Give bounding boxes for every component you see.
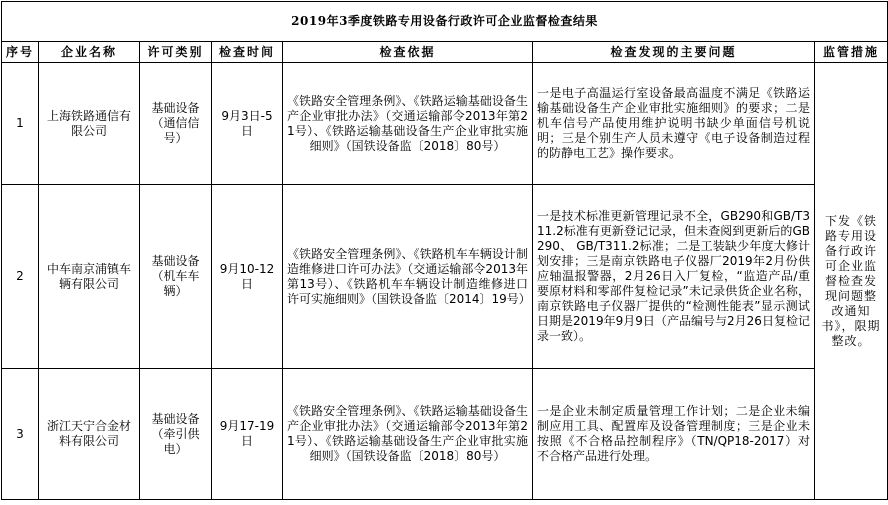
header-company: 企业名称 [39,42,140,63]
cell-date: 9月10-12日 [212,185,283,369]
cell-basis: 《铁路安全管理条例》、《铁路运输基础设备生产企业审批办法》（交通运输部令2013年第21号）、《铁路运输基础设备生产企业审批实施细则》（国铁设备监〔2018〕80号） [283,63,533,185]
cell-basis: 《铁路安全管理条例》、《铁路机车车辆设计制造维修进口许可办法》（交通运输部令2013年第13号）、《铁路机车车辆设计制造维修进口许可实施细则》（国铁设备监〔2014〕19号） [283,185,533,369]
cell-measures: 下发《铁路专用设备行政许可企业监督检查发现问题整改通知书》，限期整改。 [815,63,888,500]
page-title: 2019年3季度铁路专用设备行政许可企业监督检查结果 [2,2,888,42]
cell-company: 中车南京浦镇车辆有限公司 [39,185,140,369]
header-index: 序号 [2,42,39,63]
cell-company: 上海铁路通信有限公司 [39,63,140,185]
cell-index: 1 [2,63,39,185]
cell-date: 9月17-19日 [212,369,283,500]
table-row [2,63,888,185]
table-row [2,185,888,369]
header-basis: 检查依据 [283,42,533,63]
inspection-results-table [1,1,888,500]
cell-company: 浙江天宁合金材料有限公司 [39,369,140,500]
cell-category: 基础设备（机车车辆） [140,185,212,369]
cell-index: 3 [2,369,39,500]
title-row [2,2,888,42]
header-category: 许可类别 [140,42,212,63]
header-findings: 检查发现的主要问题 [533,42,815,63]
cell-findings: 一是电子高温运行室设备最高温度不满足《铁路运输基础设备生产企业审批实施细则》的要求；二是机车信号产品使用维护说明书缺少单面信号机说明；三是个别生产人员未遵守《电子设备制造过程的防静电工艺》操作要求。 [533,63,815,185]
cell-category: 基础设备（牵引供电） [140,369,212,500]
header-date: 检查时间 [212,42,283,63]
cell-findings: 一是企业未制定质量管理工作计划；二是企业未编制应用工具、配置库及设备管理制度；三是企业未按照《不合格品控制程序》（TN/QP18-2017）对不合格产品进行处理。 [533,369,815,500]
header-row [2,42,888,63]
cell-category: 基础设备（通信信号） [140,63,212,185]
cell-index: 2 [2,185,39,369]
header-measures: 监管措施 [815,42,888,63]
table-row [2,369,888,500]
cell-findings: 一是技术标准更新管理记录不全，GB290和GB/T311.2标准有更新登记记录，但未查阅到更新后的GB290、 GB/T311.2标准；二是工装缺少年度大修计划安排；三是南京铁路电子仪器厂2019年2月份供应轴温报警器，2月26日入厂复检，“监造产品/重要原材料和零部件复检记录”未记录供货企业名称，南京铁路电子仪器厂提供的“检测性能表”显示测试日期是2019年9月9日（产品编号与2月26日复检记录一致）。 [533,185,815,369]
cell-date: 9月3日-5日 [212,63,283,185]
cell-basis: 《铁路安全管理条例》、《铁路运输基础设备生产企业审批办法》（交通运输部令2013年第21号）、《铁路运输基础设备生产企业审批实施细则》（国铁设备监〔2018〕80号） [283,369,533,500]
